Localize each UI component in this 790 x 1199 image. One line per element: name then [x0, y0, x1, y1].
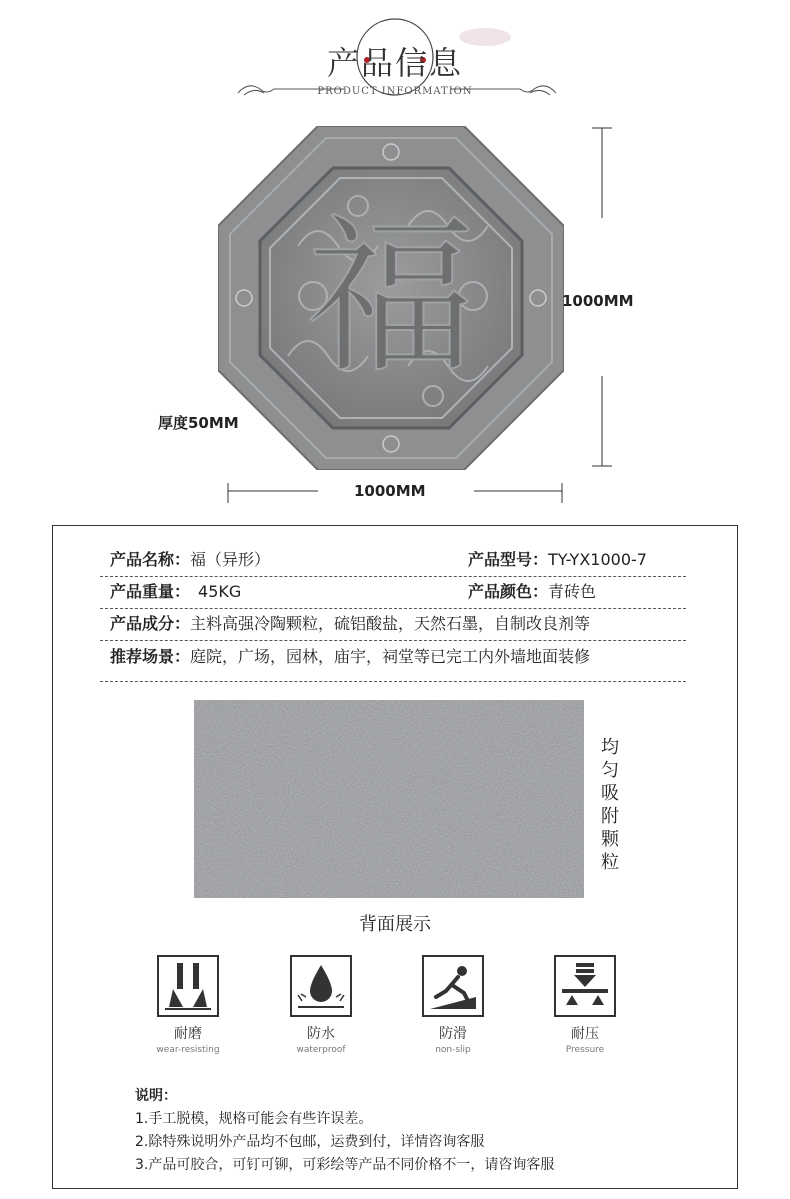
- usage-label: 推荐场景：: [110, 647, 191, 666]
- side-char: 吸: [601, 783, 619, 804]
- wear-resisting-icon: [157, 955, 219, 1017]
- feature-label: 防水: [307, 1026, 335, 1042]
- side-char: 颗: [601, 829, 619, 850]
- divider: [100, 681, 686, 682]
- page-subtitle: PRODUCT INFORMATION: [317, 86, 473, 97]
- note-item: 2.除特殊说明外产品均不包邮，运费到付，详情咨询客服: [135, 1134, 485, 1150]
- feature-label: 耐压: [571, 1026, 599, 1042]
- model-value: TY-YX1000-7: [548, 550, 647, 569]
- feature-label-en: non-slip: [435, 1045, 471, 1055]
- side-char: 匀: [601, 760, 619, 781]
- feature-wear-resisting: [143, 955, 233, 1055]
- page-title: 产品信息: [326, 44, 463, 82]
- waterproof-icon: [290, 955, 352, 1017]
- spec-model: [468, 548, 647, 572]
- carved-tile-image: [218, 126, 564, 470]
- back-texture-image: [194, 700, 584, 898]
- side-char: 均: [601, 737, 619, 758]
- divider: [100, 608, 686, 609]
- feature-pressure: [540, 955, 630, 1055]
- feature-label-en: wear-resisting: [156, 1045, 220, 1055]
- spec-color: [468, 580, 596, 604]
- back-side-text: [598, 736, 622, 874]
- feature-label: 耐磨: [174, 1026, 202, 1042]
- model-label: 产品型号：: [468, 550, 549, 569]
- divider: [100, 576, 686, 577]
- color-label: 产品颜色：: [468, 582, 549, 601]
- feature-label: 防滑: [439, 1026, 467, 1042]
- tile-character: 福: [305, 199, 477, 397]
- note-item: 1.手工脱模，规格可能会有些许误差。: [135, 1111, 373, 1127]
- thickness-label: 厚度50MM: [158, 414, 239, 432]
- feature-label-en: waterproof: [296, 1045, 346, 1055]
- notes-title: 说明：: [135, 1088, 177, 1104]
- name-value: 福（异形）: [190, 550, 271, 569]
- height-label: 1000MM: [562, 292, 634, 310]
- weight-label: 产品重量：: [110, 582, 191, 601]
- spec-row-usage: [110, 645, 686, 669]
- name-label: 产品名称：: [110, 550, 191, 569]
- color-value: 青砖色: [548, 582, 597, 601]
- divider: [100, 640, 686, 641]
- note-item: 3.产品可胶合，可钉可铆，可彩绘等产品不同价格不一，请咨询客服: [135, 1157, 555, 1173]
- spec-row-composition: [110, 612, 686, 636]
- usage-value: 庭院，广场，园林，庙宇，祠堂等已完工内外墙地面装修: [190, 647, 591, 666]
- composition-label: 产品成分：: [110, 614, 191, 633]
- non-slip-icon: [422, 955, 484, 1017]
- feature-waterproof: [276, 955, 366, 1055]
- weight-value: 45KG: [198, 582, 242, 601]
- pressure-icon: [554, 955, 616, 1017]
- feature-non-slip: [408, 955, 498, 1055]
- composition-value: 主料高强冷陶颗粒，硫铝酸盐，天然石墨，自制改良剂等: [190, 614, 591, 633]
- side-char: 粒: [601, 852, 619, 873]
- feature-label-en: Pressure: [565, 1045, 605, 1055]
- width-label: 1000MM: [354, 482, 426, 500]
- back-image-caption: 背面展示: [359, 914, 431, 935]
- spec-row-weight: [110, 580, 686, 604]
- side-char: 附: [601, 806, 619, 827]
- header: [0, 0, 790, 110]
